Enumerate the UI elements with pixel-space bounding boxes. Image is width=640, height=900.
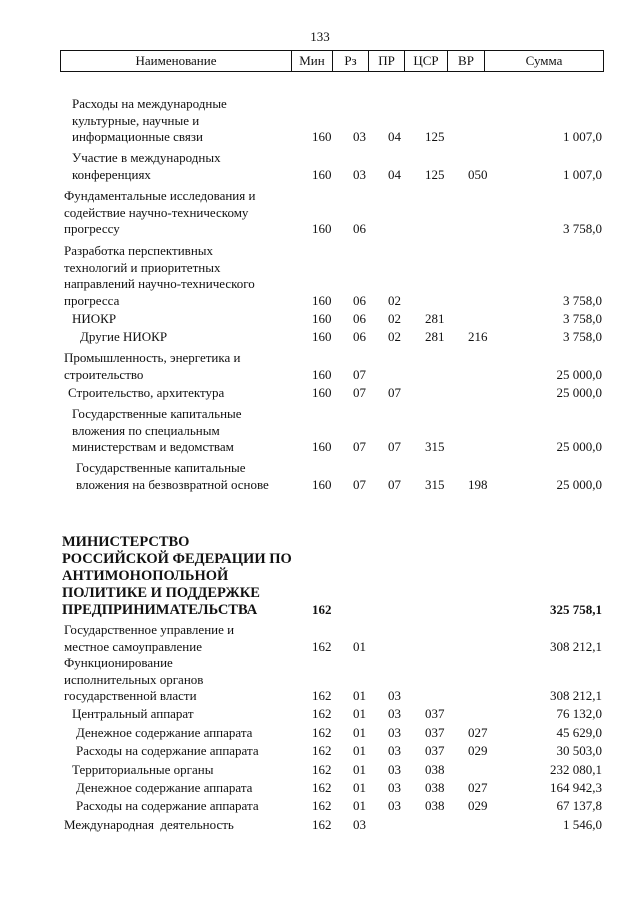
cell-pr: 03: [388, 688, 401, 703]
cell-pr: 03: [388, 762, 401, 777]
cell-min: 160: [312, 129, 332, 144]
cell-csr: 037: [425, 743, 445, 758]
row-name-line: ПОЛИТИКЕ И ПОДДЕРЖКЕ: [62, 585, 260, 601]
cell-pr: 03: [388, 725, 401, 740]
cell-rz: 03: [353, 166, 366, 182]
row-name-line: Расходы на содержание аппарата: [76, 798, 259, 813]
cell-pr: 02: [388, 292, 401, 308]
cell-csr: 037: [425, 725, 445, 740]
row-name-line: исполнительных органов: [64, 671, 204, 687]
cell-csr: 281: [425, 329, 445, 344]
cell-min: 160: [312, 439, 332, 454]
cell-pr: 03: [388, 798, 401, 813]
header-vr: ВР: [448, 51, 485, 71]
row-name-line: местное самоуправление: [64, 638, 202, 654]
cell-pr: 07: [388, 439, 401, 454]
header-csr: ЦСР: [405, 51, 448, 71]
cell-sum: 308 212,1: [550, 638, 602, 654]
cell-pr: 03: [388, 706, 401, 721]
cell-rz: 01: [353, 725, 366, 740]
cell-min: 160: [312, 366, 332, 382]
cell-min: 160: [312, 385, 332, 400]
cell-vr: 029: [468, 743, 488, 758]
cell-sum: 232 080,1: [550, 762, 602, 777]
row-name-line: АНТИМОНОПОЛЬНОЙ: [62, 568, 229, 584]
row-name-line: Международная деятельность: [64, 817, 234, 832]
row-name-line: конференциях: [72, 166, 151, 182]
cell-pr: 04: [388, 129, 401, 144]
cell-min: 160: [312, 329, 332, 344]
cell-csr: 315: [425, 439, 445, 454]
cell-sum: 3 758,0: [563, 329, 602, 344]
cell-rz: 01: [353, 743, 366, 758]
cell-pr: 07: [388, 385, 401, 400]
table-row: [0, 639, 640, 655]
cell-min: 160: [312, 292, 332, 308]
cell-rz: 01: [353, 762, 366, 777]
row-name-line: Фундаментальные исследования и: [64, 188, 256, 203]
table-row: [0, 817, 640, 833]
cell-sum: 67 137,8: [556, 798, 602, 813]
cell-pr: 02: [388, 311, 401, 326]
cell-csr: 038: [425, 762, 445, 777]
cell-min: 162: [312, 706, 332, 721]
row-name-line: прогрессу: [64, 221, 120, 236]
cell-sum: 164 942,3: [550, 780, 602, 795]
cell-sum: 76 132,0: [556, 706, 602, 721]
cell-vr: 027: [468, 725, 488, 740]
row-name-line: МИНИСТЕРСТВО: [62, 534, 190, 550]
row-name-line: министерствам и ведомствам: [72, 439, 234, 454]
cell-rz: 01: [353, 688, 366, 703]
cell-sum: 25 000,0: [556, 366, 602, 382]
row-name-line: Денежное содержание аппарата: [76, 780, 253, 795]
cell-vr: 216: [468, 329, 488, 344]
cell-vr: 029: [468, 798, 488, 813]
row-name-line: Денежное содержание аппарата: [76, 725, 253, 740]
cell-sum: 3 758,0: [563, 292, 602, 308]
cell-rz: 01: [353, 780, 366, 795]
table-row: [0, 780, 640, 796]
cell-rz: 01: [353, 706, 366, 721]
table-row: [0, 221, 640, 237]
cell-sum: 308 212,1: [550, 688, 602, 703]
row-name-line: прогресса: [64, 292, 120, 308]
table-row: [0, 725, 640, 741]
cell-min: 160: [312, 476, 332, 492]
page-number: 133: [310, 29, 330, 44]
cell-pr: 03: [388, 743, 401, 758]
table-row: [0, 439, 640, 455]
cell-min: 162: [312, 798, 332, 813]
row-name-line: Государственные капитальные: [76, 460, 246, 475]
cell-sum: 45 629,0: [556, 725, 602, 740]
cell-sum: 3 758,0: [563, 311, 602, 326]
table-row: [0, 367, 640, 383]
row-name-line: НИОКР: [72, 311, 117, 326]
row-name-line: Расходы на международные: [72, 96, 227, 111]
cell-min: 160: [312, 311, 332, 326]
cell-min: 160: [312, 221, 332, 236]
table-row: [0, 688, 640, 704]
cell-rz: 07: [353, 439, 366, 454]
cell-sum: 1 007,0: [563, 166, 602, 182]
cell-sum: 3 758,0: [563, 221, 602, 236]
header-min: Мин: [292, 51, 333, 71]
cell-csr: 038: [425, 780, 445, 795]
row-name-line: Промышленность, энергетика и: [64, 350, 241, 365]
cell-rz: 03: [353, 129, 366, 144]
row-name-line: информационные связи: [72, 129, 203, 144]
cell-pr: 03: [388, 780, 401, 795]
row-name-line: строительство: [64, 366, 144, 382]
cell-rz: 06: [353, 311, 366, 326]
row-name-line: Государственное управление и: [64, 622, 235, 637]
cell-min: 160: [312, 166, 332, 182]
header-pr: ПР: [369, 51, 405, 71]
cell-vr: 050: [468, 166, 488, 182]
row-name-line: Функционирование: [64, 655, 173, 670]
table-row: [0, 706, 640, 722]
cell-min: 162: [312, 688, 332, 703]
cell-rz: 07: [353, 476, 366, 492]
cell-rz: 07: [353, 366, 366, 382]
cell-rz: 03: [353, 817, 366, 832]
cell-sum: 325 758,1: [550, 602, 602, 617]
cell-pr: 07: [388, 476, 401, 492]
table-row: [0, 311, 640, 327]
row-name-line: Строительство, архитектура: [68, 385, 225, 400]
cell-pr: 02: [388, 329, 401, 344]
table-row: [0, 743, 640, 759]
cell-sum: 25 000,0: [556, 439, 602, 454]
header-sum: Сумма: [525, 53, 563, 68]
cell-rz: 06: [353, 292, 366, 308]
cell-csr: 125: [425, 129, 445, 144]
row-name-line: Центральный аппарат: [72, 706, 194, 721]
row-name-line: направлений научно-технического: [64, 276, 255, 291]
row-name-line: Расходы на содержание аппарата: [76, 743, 259, 758]
cell-sum: 1 546,0: [563, 817, 602, 832]
cell-min: 162: [312, 602, 332, 617]
cell-vr: 198: [468, 476, 488, 492]
cell-min: 162: [312, 780, 332, 795]
cell-vr: 027: [468, 780, 488, 795]
table-row: [0, 762, 640, 778]
row-name-line: вложения на безвозвратной основе: [76, 476, 269, 492]
row-name-line: Другие НИОКР: [80, 329, 168, 344]
cell-csr: 281: [425, 311, 445, 326]
table-row: [0, 385, 640, 401]
cell-rz: 01: [353, 798, 366, 813]
header-name: Наименование: [61, 51, 292, 71]
cell-min: 162: [312, 743, 332, 758]
table-row: [0, 477, 640, 493]
cell-min: 162: [312, 638, 332, 654]
cell-sum: 1 007,0: [563, 129, 602, 144]
table-row: [0, 167, 640, 183]
cell-min: 162: [312, 725, 332, 740]
row-name-line: вложения по специальным: [72, 422, 220, 438]
row-name-line: Территориальные органы: [72, 762, 214, 777]
cell-pr: 04: [388, 166, 401, 182]
table-row: [0, 602, 640, 618]
table-row: [0, 129, 640, 145]
row-name-line: Участие в международных: [72, 150, 221, 165]
row-name-line: ПРЕДПРИНИМАТЕЛЬСТВА: [62, 602, 258, 618]
header-rz: Рз: [333, 51, 369, 71]
cell-rz: 06: [353, 329, 366, 344]
row-name-line: РОССИЙСКОЙ ФЕДЕРАЦИИ ПО: [62, 551, 292, 567]
row-name-line: технологий и приоритетных: [64, 259, 221, 275]
cell-sum: 25 000,0: [556, 476, 602, 492]
cell-min: 162: [312, 762, 332, 777]
row-name-line: культурные, научные и: [72, 112, 200, 128]
cell-csr: 037: [425, 706, 445, 721]
table-row: [0, 798, 640, 814]
table-row: [0, 329, 640, 345]
cell-sum: 25 000,0: [556, 385, 602, 400]
cell-sum: 30 503,0: [556, 743, 602, 758]
cell-csr: 125: [425, 166, 445, 182]
cell-rz: 01: [353, 638, 366, 654]
row-name-line: государственной власти: [64, 688, 197, 703]
cell-csr: 315: [425, 476, 445, 492]
cell-min: 162: [312, 817, 332, 832]
table-row: [0, 293, 640, 309]
cell-rz: 07: [353, 385, 366, 400]
cell-csr: 038: [425, 798, 445, 813]
cell-rz: 06: [353, 221, 366, 236]
row-name-line: содействие научно-техническому: [64, 204, 249, 220]
row-name-line: Государственные капитальные: [72, 406, 242, 421]
row-name-line: Разработка перспективных: [64, 243, 214, 258]
